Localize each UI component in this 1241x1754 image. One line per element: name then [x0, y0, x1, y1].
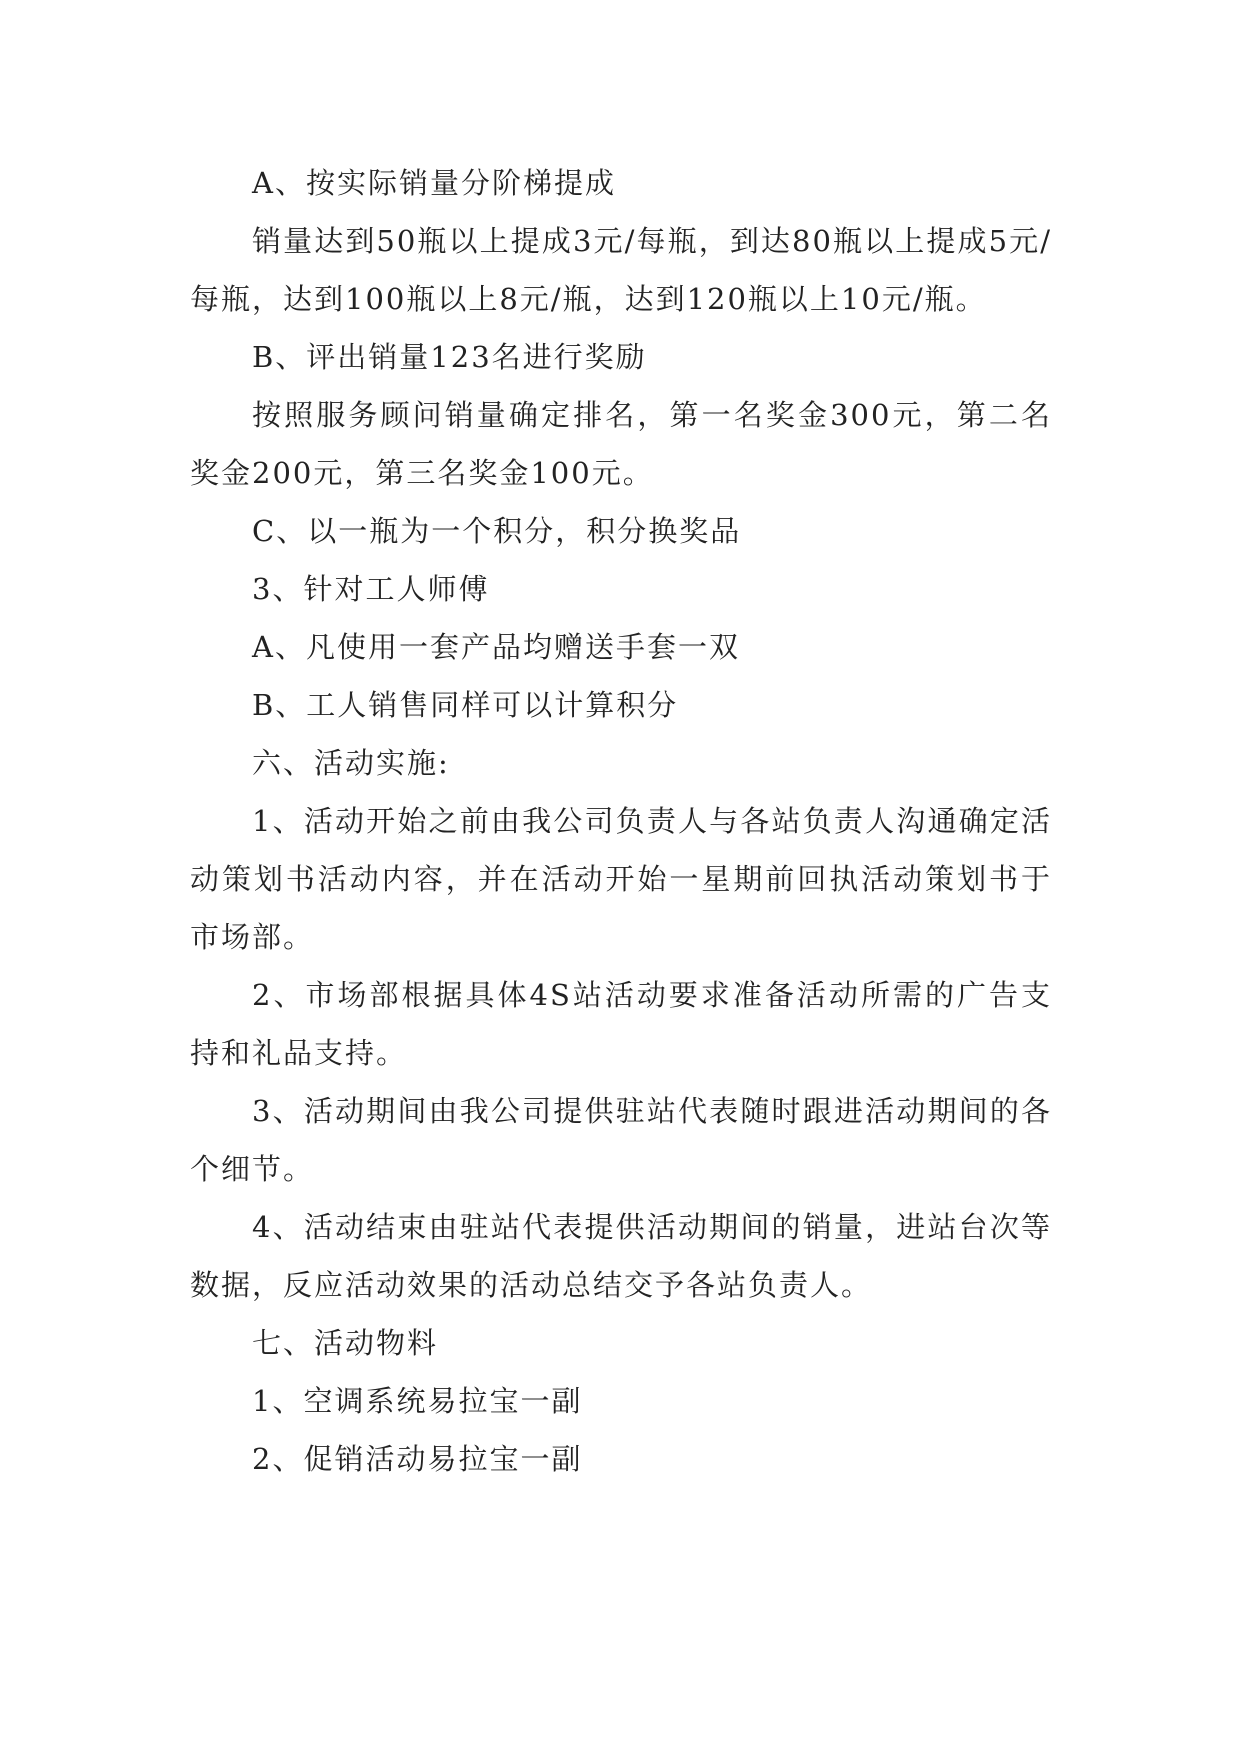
paragraph-workers-gloves: A、凡使用一套产品均赠送手套一双 [252, 630, 740, 664]
section-heading-materials: 七、活动物料 [252, 1326, 439, 1360]
paragraph-tier-commission-detail: 销量达到50瓶以上提成3元/每瓶，到达80瓶以上提成5元/每瓶，达到100瓶以上8元/瓶，达到120瓶以上10元/瓶。 [190, 224, 1052, 316]
paragraph-points-heading: C、以一瓶为一个积分，积分换奖品 [252, 514, 742, 548]
section-heading-implementation: 六、活动实施: [252, 746, 450, 780]
paragraph-ranking-heading: B、评出销量123名进行奖励 [252, 340, 647, 374]
paragraph-tier-commission-heading: A、按实际销量分阶梯提成 [252, 166, 616, 200]
paragraph-implementation-1: 1、活动开始之前由我公司负责人与各站负责人沟通确定活动策划书活动内容，并在活动开始一星期前回执活动策划书于市场部。 [190, 804, 1052, 954]
document-body [190, 154, 1052, 1488]
paragraph-workers-points: B、工人销售同样可以计算积分 [252, 688, 679, 722]
paragraph-materials-2: 2、促销活动易拉宝一副 [252, 1442, 583, 1476]
paragraph-implementation-2: 2、市场部根据具体4S站活动要求准备活动所需的广告支持和礼品支持。 [190, 978, 1052, 1070]
paragraph-ranking-detail: 按照服务顾问销量确定排名，第一名奖金300元，第二名奖金200元，第三名奖金100元。 [190, 398, 1052, 490]
paragraph-implementation-4: 4、活动结束由驻站代表提供活动期间的销量，进站台次等数据，反应活动效果的活动总结交予各站负责人。 [190, 1210, 1052, 1302]
paragraph-implementation-3: 3、活动期间由我公司提供驻站代表随时跟进活动期间的各个细节。 [190, 1094, 1052, 1186]
paragraph-materials-1: 1、空调系统易拉宝一副 [252, 1384, 583, 1418]
paragraph-workers-heading: 3、针对工人师傅 [252, 572, 490, 606]
